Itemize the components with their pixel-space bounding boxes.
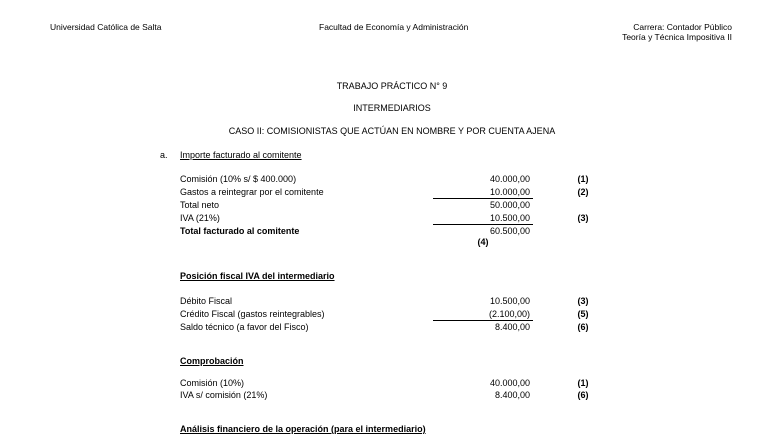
total-ref: (4) bbox=[477, 237, 489, 247]
row-ref: (3) bbox=[577, 296, 589, 306]
row-amount: 10.000,00 bbox=[489, 187, 530, 197]
position-heading: Posición fiscal IVA del intermediario bbox=[180, 271, 335, 281]
analysis-heading: Análisis financiero de la operación (para el intermediario) bbox=[180, 424, 426, 434]
total-label: Total facturado al comitente bbox=[180, 226, 300, 236]
header-career: Carrera: Contador Público bbox=[633, 22, 732, 32]
row-label: IVA s/ comisión (21%) bbox=[180, 390, 268, 400]
row-ref: (6) bbox=[577, 390, 589, 400]
section-heading: Importe facturado al comitente bbox=[180, 150, 302, 160]
row-ref: (1) bbox=[577, 378, 589, 388]
row-amount: 8.400,00 bbox=[494, 322, 530, 332]
header-subject: Teoría y Técnica Impositiva II bbox=[622, 32, 732, 42]
row-amount: 10.500,00 bbox=[489, 296, 530, 306]
row-ref: (3) bbox=[577, 213, 589, 223]
row-amount: 10.500,00 bbox=[489, 213, 530, 223]
row-label: IVA (21%) bbox=[180, 213, 220, 223]
row-label: Comisión (10%) bbox=[180, 378, 245, 388]
total-amount: 60.500,00 bbox=[489, 226, 530, 236]
row-amount: 40.000,00 bbox=[489, 174, 530, 184]
subtotal-rule bbox=[433, 198, 533, 199]
row-amount: 40.000,00 bbox=[489, 378, 530, 388]
row-ref: (2) bbox=[577, 187, 589, 197]
row-label: Gastos a reintegrar por el comitente bbox=[180, 187, 324, 197]
header-university: Universidad Católica de Salta bbox=[50, 22, 162, 32]
row-amount: 50.000,00 bbox=[489, 200, 530, 210]
row-amount: 8.400,00 bbox=[494, 390, 530, 400]
row-ref: (5) bbox=[577, 309, 589, 319]
row-ref: (6) bbox=[577, 322, 589, 332]
row-amount: (2.100,00) bbox=[488, 309, 530, 319]
row-label: Saldo técnico (a favor del Fisco) bbox=[180, 322, 309, 332]
page-title: TRABAJO PRÁCTICO N° 9 bbox=[336, 81, 448, 91]
section-letter: a. bbox=[160, 150, 168, 160]
header-faculty: Facultad de Economía y Administración bbox=[319, 22, 469, 32]
case-title: CASO II: COMISIONISTAS QUE ACTÚAN EN NOMBRE Y POR CUENTA AJENA bbox=[228, 126, 556, 136]
row-label: Total neto bbox=[180, 200, 220, 210]
row-label: Débito Fiscal bbox=[180, 296, 233, 306]
total-rule bbox=[433, 224, 533, 225]
check-heading: Comprobación bbox=[180, 356, 244, 366]
row-label: Comisión (10% s/ $ 400.000) bbox=[180, 174, 297, 184]
row-ref: (1) bbox=[577, 174, 589, 184]
saldo-rule bbox=[433, 320, 533, 321]
page-subtitle: INTERMEDIARIOS bbox=[353, 103, 431, 113]
row-label: Crédito Fiscal (gastos reintegrables) bbox=[180, 309, 325, 319]
